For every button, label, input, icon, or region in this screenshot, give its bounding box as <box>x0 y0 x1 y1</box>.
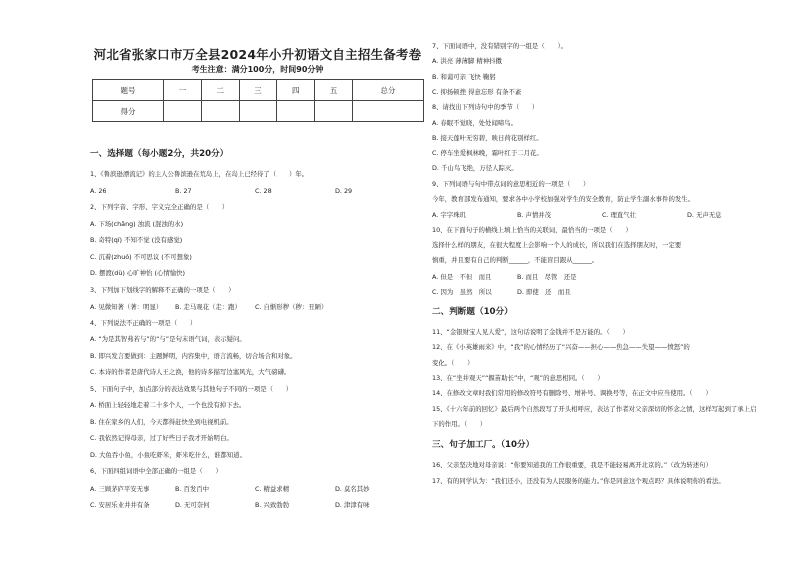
option-text: C. 安居乐业井井有条 <box>90 501 150 509</box>
score-cell: 五 <box>315 80 353 101</box>
option-text: B. 27 <box>175 186 192 195</box>
score-table-header-row <box>93 80 424 101</box>
option-text: A. 三顾茅庐平安无事 <box>90 484 150 493</box>
score-cell <box>201 101 239 122</box>
score-cell <box>239 101 277 122</box>
question-line: D. 千山鸟飞绝，万径人踪灭。 <box>432 164 518 173</box>
question-line: B. 奇特(qí) 不知不觉 (没有感觉) <box>90 236 183 244</box>
question-line: 4、下列说法不正确的一项是（ ） <box>90 318 197 327</box>
question-line: A. “为是其智弗若与”的“与”是句末语气词，表示疑问。 <box>90 335 246 343</box>
question-line: C. 本诗的作者是唐代诗人王之涣，他的诗多描写边塞风光，大气磅礴。 <box>90 368 291 376</box>
score-cell: 二 <box>201 80 239 101</box>
question-line: A. 桥面上轻轻地走着二十多个人，一个也没有掉下去。 <box>90 401 246 409</box>
option-text: B. 兴致勃勃 <box>255 501 290 509</box>
option-text: D. 莫名其妙 <box>335 484 370 493</box>
option-text: B. 声情并茂 <box>517 211 552 220</box>
exam-notice: 考生注意：满分100分，时间90分钟 <box>191 65 324 74</box>
score-cell <box>277 101 315 122</box>
question-line: 17、有的同学认为：“我们还小，还没有为人民服务的能力。”你是同意这个观点吗？具体说明你的看法。 <box>432 476 725 485</box>
question-line: 14、在修改文章时我们常用的修改符号有删除号、增补号、调换号等，在正文中应当使用。（ ） <box>432 389 712 398</box>
question-line: D. 摆渡(dù) 心旷神怡 (心情愉快) <box>90 269 186 277</box>
score-cell: 四 <box>277 80 315 101</box>
question-line: C. 我依然记得母亲，过了好些日子我才开始明白。 <box>90 434 233 442</box>
section-heading: 一、选择题（每小题2分，共20分） <box>90 149 229 159</box>
question-line: 变化。（ ） <box>432 358 474 367</box>
option-text: A. 字字珠玑 <box>432 211 466 220</box>
question-line: 7、下面词语中，没有错别字的一组是（ ）。 <box>432 42 568 50</box>
question-line: 13、在“坐井观天”“揠苗助长”中，“观”的意思相同。（ ） <box>432 374 604 382</box>
option-text: B. 走马观花（走：跑） <box>175 303 241 311</box>
option-text: D. 无声无息 <box>687 211 722 220</box>
score-cell <box>315 101 353 122</box>
question-line: D. 大鱼吞小鱼，小鱼吃虾米，虾米吃什么，谁都知道。 <box>90 450 246 459</box>
question-line: 选择什么样的朋友，在很大程度上会影响一个人的成长，所以我们在选择朋友时，一定要 <box>432 240 682 249</box>
question-line: 1、《鲁滨逊漂流记》的主人公鲁滨逊在荒岛上，在岛上已经待了（ ）年。 <box>90 170 309 178</box>
score-cell <box>352 101 423 122</box>
score-cell <box>164 101 202 122</box>
option-text: C. 自惭形秽（秽：丑陋） <box>255 303 328 311</box>
question-line: 3、下列加下划线字的解释不正确的一项是（ ） <box>90 285 235 294</box>
question-line: C. 停车坐爱枫林晚，霜叶红于二月花。 <box>432 149 543 158</box>
question-line: 8、请找出下列诗句中的季节（ ） <box>432 103 539 112</box>
question-line: 下的作用。（ ） <box>432 419 487 428</box>
option-text: B. 而且 尽管 还是 <box>517 272 577 281</box>
option-text: A. 见微知著（著：明显） <box>90 303 163 311</box>
option-text: B. 百发百中 <box>175 484 210 493</box>
question-line: 15、《十六年前的回忆》最后两个自然段写了开头相呼应，表达了作者对父亲深切的怀念之情，这样写起到了承上启 <box>432 404 757 413</box>
score-cell: 得分 <box>93 101 164 122</box>
question-line: B. 接天莲叶无穷碧，映日荷花别样红。 <box>432 133 543 142</box>
option-text: A. 但是 不但 而且 <box>432 272 492 281</box>
option-text: C. 理直气壮 <box>602 211 637 220</box>
score-table-score-row <box>93 101 424 122</box>
score-cell: 三 <box>239 80 277 101</box>
score-cell: 总分 <box>352 80 423 101</box>
score-cell: 题号 <box>93 80 164 101</box>
option-text: D. 29 <box>335 186 353 195</box>
question-line: C. 抑扬顿挫 得意忘形 有条不紊 <box>432 87 522 96</box>
option-text: C. 因为 虽然 所以 <box>432 287 492 296</box>
question-line: B. 和蔼可亲 飞快 鞠躬 <box>432 72 496 81</box>
option-text: D. 无可奈何 <box>175 501 210 509</box>
question-line: A. 春眠不觉晓，处处闻啼鸟。 <box>432 118 518 127</box>
exam-title: 河北省张家口市万全县2024年小升初语文自主招生备考卷 <box>93 47 422 62</box>
section-heading: 三、句子加工厂。（10分） <box>432 440 535 451</box>
option-text: C. 28 <box>255 186 272 195</box>
question-line: A. 洪亮 薄薄脚 精神抖擞 <box>432 57 502 66</box>
question-line: 10、在下面句子的横线上填上恰当的关联词，最恰当的一项是（ ） <box>432 225 632 234</box>
score-table <box>92 79 424 122</box>
question-line: B. 即兴发言要做到：主题鲜明，内容集中，语言流畅，切合场合和对象。 <box>90 351 297 360</box>
option-text: D. 即使 还 而且 <box>517 287 571 296</box>
question-line: 16、父亲坚决地对母亲说：“你要知道我的工作很重要，我是不能轻易离开北京的。”（改为转述句） <box>432 461 712 470</box>
question-line: B. 住在家乡的人们，今天都得赶快坐到电视机前。 <box>90 417 233 426</box>
question-line: 6、下面四组词语中全部正确的一组是（ ） <box>90 467 222 475</box>
option-text: D. 津津有味 <box>335 501 370 509</box>
option-text: C. 精益求精 <box>255 484 290 493</box>
question-line: 2、下列字音、字形、字义完全正确的是（ ） <box>90 203 229 211</box>
question-line: 12、在《小英雄雨来》中，“我”的心情经历了“兴奋——担心——焦急——失望——愤怒”的 <box>432 343 690 352</box>
question-line: A. 下场(chǎng) 浊流 (混浊的水) <box>90 219 184 228</box>
question-line: 今年，教育部发布通知，要求各中小学校加强对学生的安全教育，防止学生溺水事件的发生。 <box>432 195 695 203</box>
option-text: A. 26 <box>90 186 107 195</box>
question-line: 慎重，并且要有自己的判断______，不能盲目跟从______。 <box>432 256 599 265</box>
score-cell: 一 <box>164 80 202 101</box>
section-heading: 二、判断题（10分） <box>432 307 513 318</box>
question-line: 9、下列词语与句中带点词的意思相近的一项是（ ） <box>432 179 590 188</box>
question-line: C. 沉着(zhuó) 不可思议 (不可想象) <box>90 252 192 261</box>
question-line: 5、下面句子中，加点部分的表达效果与其他句子不同的一项是（ ） <box>90 384 293 393</box>
question-line: 11、“金银财宝人见人爱”，这句话说明了金钱并不是万能的。（ ） <box>432 328 629 337</box>
